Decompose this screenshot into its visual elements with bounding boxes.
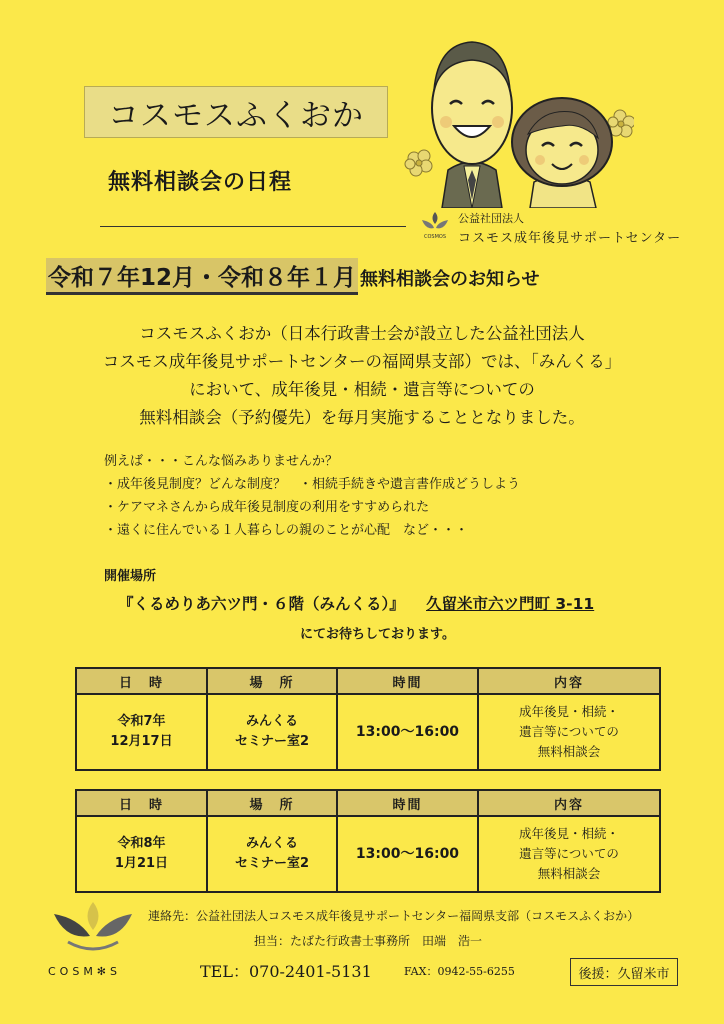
header-datetime: 日 時 [76,668,207,694]
cosmos-footer-logo-icon [48,898,138,958]
venue-heading: 開催場所 [104,569,157,584]
intro-line: 無料相談会（予約優先）を毎月実施することとなりました。 [139,408,585,427]
contact-person: 担当：たばた行政書士事務所 田端 浩一 [254,934,483,948]
support-box [570,958,678,986]
venue-name: 『くるめりあ六ツ門・６階（みんくる）』 [118,595,405,613]
page-title: コスモスふくおか [108,97,364,134]
session-date: 令和7年 12月17日 [76,694,207,770]
venue-address: 久留米市六ツ門町 3-11 [426,595,595,613]
header-datetime: 日 時 [76,790,207,816]
svg-text:COSMOS: COSMOS [423,234,447,240]
table-row [76,694,660,770]
header-content: 内容 [478,668,660,694]
org-name: コスモス成年後見サポートセンター [458,231,682,246]
headline [46,258,539,294]
example-line: ・遠くに住んでいる１人暮らしの親のことが心配 など・・・ [104,523,469,538]
session-date: 令和8年 1月21日 [76,816,207,892]
phone-number: TEL：070-2401-5131 [200,962,372,981]
example-line: ・成年後見制度？どんな制度？ ・相続手続きや遺言書作成どうしよう [104,477,521,492]
session-time: 13:00～16:00 [337,816,478,892]
headline-text: 無料相談会のお知らせ [360,269,540,290]
header-time: 時間 [337,668,478,694]
intro-line: コスモス成年後見サポートセンターの福岡県支部）では、「みんくる」 [102,352,622,371]
headline-dates: 令和７年12月・令和８年１月 [46,258,358,295]
header-place: 場 所 [207,668,337,694]
flower-icon [405,150,432,176]
header-time: 時間 [337,790,478,816]
intro-line: コスモスふくおか（日本行政書士会が設立した公益社団法人 [139,324,585,343]
fax-number: FAX：0942-55-6255 [404,965,515,978]
table-header-row [76,668,660,694]
session-content: 成年後見・相続・ 遺言等についての 無料相談会 [478,694,660,770]
contact-info: 連絡先：公益社団法人コスモス成年後見サポートセンター福岡県支部（コスモスふくおか） [148,909,640,923]
table-header-row [76,790,660,816]
session-content: 成年後見・相続・ 遺言等についての 無料相談会 [478,816,660,892]
footer-logo-text: COSM✻S [48,965,122,978]
support-text: 後援：久留米市 [578,966,670,982]
session-time: 13:00～16:00 [337,694,478,770]
schedule-table [75,789,661,893]
example-line: ・ケアマネさんから成年後見制度の利用をすすめられた [104,500,430,515]
example-line: 例えば・・・こんな悩みありませんか？ [104,454,339,469]
session-place: みんくる セミナー室2 [207,816,337,892]
examples-list [104,450,520,542]
page-subtitle: 無料相談会の日程 [108,170,293,195]
intro-line: において、成年後見・相続・遺言等についての [189,380,535,399]
waiting-text: にてお待ちしております。 [300,627,455,642]
title-box [84,86,388,138]
couple-illustration [402,30,634,208]
cosmos-logo-icon [418,210,452,240]
table-row [76,816,660,892]
org-type: 公益社団法人 [458,212,524,225]
header-place: 場 所 [207,790,337,816]
divider [100,226,406,227]
schedule-table [75,667,661,771]
header-content: 内容 [478,790,660,816]
intro-paragraph [60,320,664,432]
session-place: みんくる セミナー室2 [207,694,337,770]
